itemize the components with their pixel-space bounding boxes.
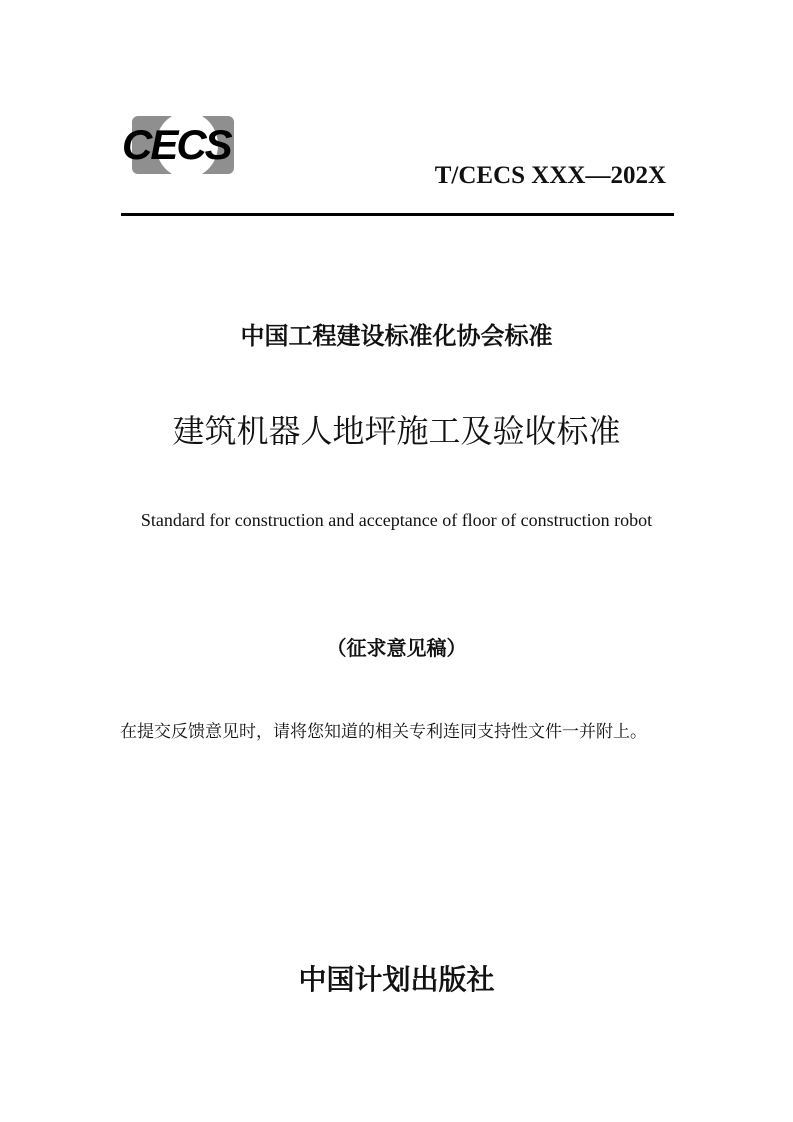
association-name: 中国工程建设标准化协会标准 bbox=[240, 322, 553, 350]
document-title-en: Standard for construction and acceptance of floor of construction robot bbox=[140, 510, 653, 530]
patent-note: 在提交反馈意见时，请将您知道的相关专利连同支持性文件一并附上。 bbox=[120, 722, 647, 742]
cecs-logo bbox=[122, 116, 236, 176]
draft-label: （征求意见稿） bbox=[326, 636, 467, 660]
header-divider bbox=[121, 213, 674, 216]
standard-code: T/CECS XXX—202X bbox=[434, 162, 666, 189]
logo-text: CECS bbox=[122, 121, 231, 168]
publisher-name: 中国计划出版社 bbox=[298, 963, 495, 996]
document-title-zh: 建筑机器人地坪施工及验收标准 bbox=[172, 412, 621, 450]
